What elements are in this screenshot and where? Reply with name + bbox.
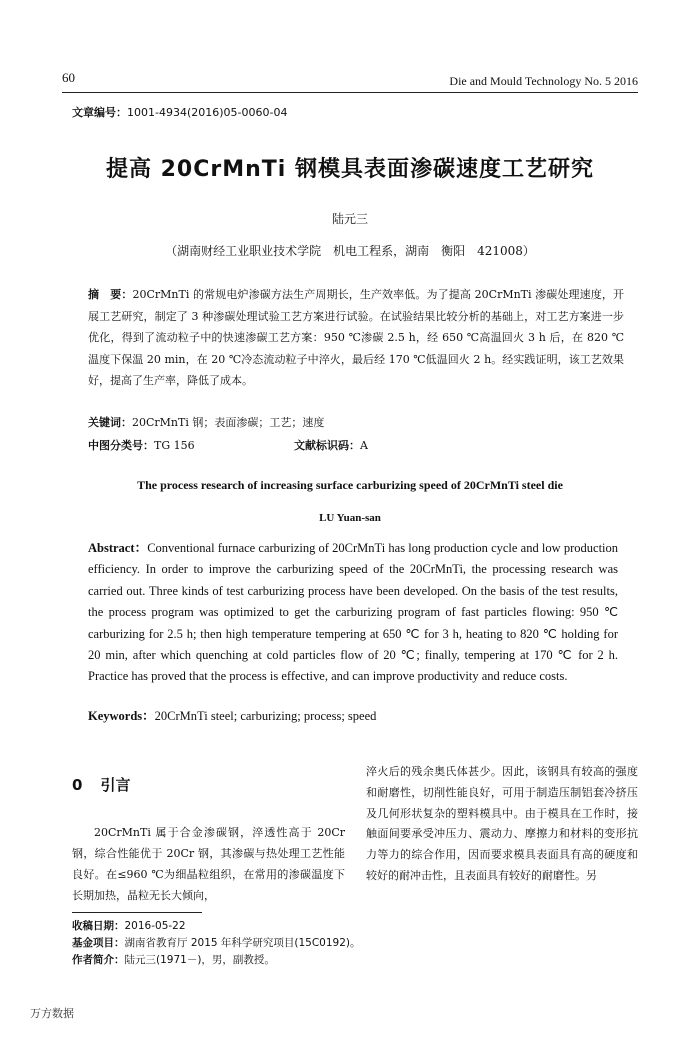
footnote-received bbox=[72, 918, 186, 933]
watermark-text: 万方数据 bbox=[30, 1007, 74, 1020]
clc-value: TG 156 bbox=[154, 439, 195, 452]
article-number-value: 1001-4934(2016)05-0060-04 bbox=[127, 106, 288, 119]
body-right-column: 淬火后的残余奥氏体甚少。因此，该钢具有较高的强度和耐磨性，切削性能良好，可用于制造压制铝套冷挤压及几何形状复杂的塑料模具中。由于模具在工作时，接触面间要承受冲压力、震动力、摩擦力和材料的变形抗力等力的综合作用，因而要求模具表面具有高的硬度和较好的耐冲击性，且表面具有较好的耐磨性。另 bbox=[366, 765, 638, 882]
fund-label: 基金项目： bbox=[72, 937, 125, 949]
keywords-english bbox=[88, 706, 376, 724]
abstract-english-label: Abstract： bbox=[88, 541, 148, 555]
abstract-chinese bbox=[88, 284, 624, 392]
title-chinese: 提高 20CrMnTi 钢模具表面渗碳速度工艺研究 bbox=[105, 157, 595, 182]
document-code bbox=[294, 437, 368, 453]
footnote-rule bbox=[72, 912, 202, 913]
abstract-english bbox=[88, 538, 618, 688]
article-number bbox=[72, 104, 287, 120]
keywords-english-label: Keywords： bbox=[88, 709, 155, 723]
page-number: 60 bbox=[62, 70, 75, 85]
document-code-value: A bbox=[360, 439, 368, 452]
keywords-chinese-text: 20CrMnTi 钢；表面渗碳；工艺；速度 bbox=[132, 416, 325, 429]
abstract-chinese-label: 摘 要： bbox=[88, 288, 133, 301]
section-heading bbox=[72, 774, 130, 795]
body-left-column: 20CrMnTi 属于合金渗碳钢，淬透性高于 20Cr 钢，综合性能优于 20Cr 钢，其渗碳与热处理工艺性能良好。在≤960 ℃为细晶粒组织，在常用的渗碳温度下长期加热，晶粒无长大倾向， bbox=[72, 826, 345, 902]
section-number: 0 bbox=[72, 776, 83, 794]
abstract-english-text: Conventional furnace carburizing of 20CrMnTi has long production cycle and low production efficiency. In order to improve the carburizing speed of the 20CrMnTi, the processing research was carried out. Three kinds of test carburizing process have been developed. On the basis of the test results, the process program was optimized to get the carburizing program of fast particles flowing: 950 ℃ carburizing for 2.5 h; then high temperature tempering at 650 ℃ for 3 h, heating to 820 ℃ holding for 20 min, after which quenching at cold particles flow of 20 ℃; finally, tempering at 170 ℃ for 2 h. Practice has proved that the process is effective, and can improve productivity and reduce costs. bbox=[88, 541, 619, 684]
keywords-chinese-label: 关键词： bbox=[88, 416, 132, 429]
classification-line bbox=[88, 437, 368, 453]
keywords-chinese bbox=[88, 414, 324, 430]
document-code-label: 文献标识码： bbox=[294, 439, 360, 452]
author-english: LU Yuan-san bbox=[319, 512, 381, 524]
fund-text: 湖南省教育厅 2015 年科学研究项目(15C0192)。 bbox=[124, 937, 361, 949]
footnote-fund bbox=[72, 935, 361, 950]
clc-label: 中图分类号： bbox=[88, 439, 154, 452]
author-chinese: 陆元三 bbox=[331, 212, 368, 226]
author-bio-label: 作者简介： bbox=[72, 954, 125, 966]
received-date: 2016-05-22 bbox=[124, 920, 186, 932]
section-title: 引言 bbox=[100, 776, 131, 794]
received-label: 收稿日期： bbox=[72, 920, 125, 932]
affiliation-chinese: （湖南财经工业职业技术学院 机电工程系，湖南 衡阳 421008） bbox=[165, 244, 535, 258]
article-number-label: 文章编号： bbox=[72, 106, 127, 119]
abstract-chinese-text: 20CrMnTi 的常规电炉渗碳方法生产周期长，生产效率低。为了提高 20CrMnTi 渗碳处理速度，开展工艺研究，制定了 3 种渗碳处理试验工艺方案进行试验。在试验结果比较分析的基础上，对工艺方案进一步优化，得到了流动粒子中的快速渗碳工艺方案：950 ℃渗碳 2.5 h，经 650 ℃高温回火 3 h 后，在 820 ℃温度下保温 20 min，在 20 ℃冷态流动粒子中淬火，最后经 170 ℃低温回火 2 h。经实践证明，该工艺效果好，提高了生产率，降低了成本。 bbox=[88, 288, 624, 387]
journal-header: Die and Mould Technology No. 5 2016 bbox=[449, 74, 638, 88]
keywords-english-text: 20CrMnTi steel; carburizing; process; speed bbox=[154, 709, 377, 723]
author-bio-text: 陆元三(1971－)，男，副教授。 bbox=[124, 954, 275, 966]
title-english: The process research of increasing surface carburizing speed of 20CrMnTi steel die bbox=[137, 478, 563, 492]
footnote-author bbox=[72, 952, 275, 967]
header-rule bbox=[62, 92, 638, 93]
